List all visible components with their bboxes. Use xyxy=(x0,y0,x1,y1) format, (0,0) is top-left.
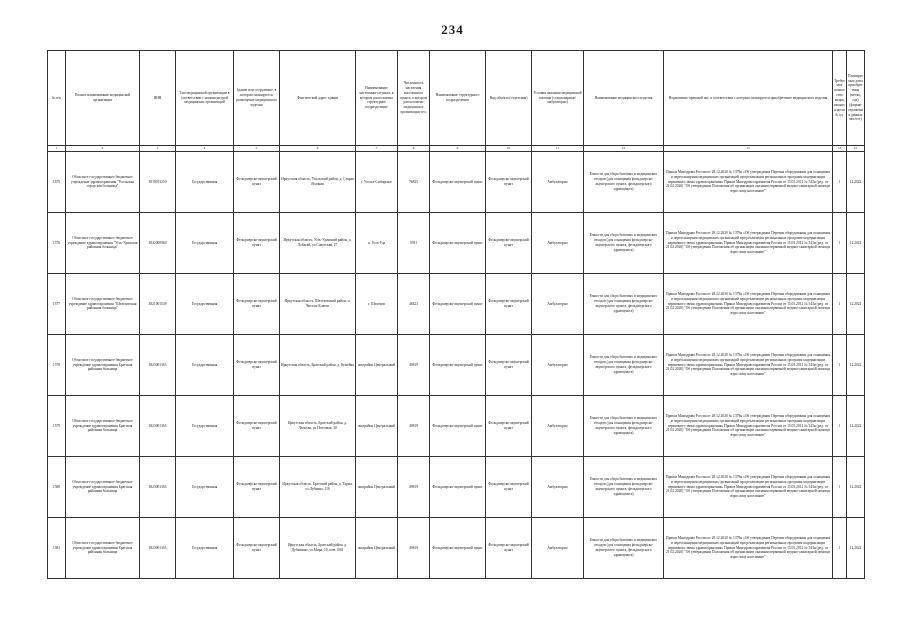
table-row xyxy=(48,518,865,579)
inn-cell: 3823001365 xyxy=(140,518,176,579)
population-cell: 49819 xyxy=(398,457,430,518)
unit-cell: Фельдшерско-акушерский пункт xyxy=(430,274,486,335)
column-number: 14 xyxy=(833,146,847,152)
locality-cell: жилрайон Центральный xyxy=(356,335,398,396)
population-cell: 49819 xyxy=(398,335,430,396)
population-cell: 49819 xyxy=(398,518,430,579)
device-cell: Емкости для сбора бытовых и медицинских отходов (для оснащения фельдшерско-акушерского пункта, фельдшерского здравпункта) xyxy=(584,335,664,396)
quantity-cell: 1 xyxy=(833,518,847,579)
row-number-cell: 1581 xyxy=(48,518,66,579)
inn-cell: 3823001365 xyxy=(140,335,176,396)
org-type-cell: Государственная xyxy=(176,457,234,518)
device-cell: Емкости для сбора бытовых и медицинских отходов (для оснащения фельдшерско-акушерского пункта, фельдшерского здравпункта) xyxy=(584,152,664,213)
table-row xyxy=(48,457,865,518)
conditions-cell: Амбулаторно xyxy=(532,335,584,396)
locality-cell: г. Усолье-Сибирское xyxy=(356,152,398,213)
building-cell: Фельдшерско-акушерский пункт xyxy=(234,213,280,274)
row-number-cell: 1578 xyxy=(48,335,66,396)
building-cell: Фельдшерско-акушерский пункт xyxy=(234,274,280,335)
column-number: 9 xyxy=(430,146,486,152)
column-number: 7 xyxy=(356,146,398,152)
device-cell: Емкости для сбора бытовых и медицинских отходов (для оснащения фельдшерско-акушерского пункта, фельдшерского здравпункта) xyxy=(584,396,664,457)
address-cell: Иркутская область, Братский район, д. Кумейка xyxy=(280,335,356,396)
column-number: 2 xyxy=(66,146,140,152)
header-cell-org: Полное наименование медицинской организации xyxy=(66,51,140,146)
building-cell: Фельдшерско-акушерский пункт xyxy=(234,152,280,213)
regulation-cell: Приказ Минздрава России от 28.12.2020 № 1379н «Об утверждении Перечня оборудования для оснащения и переоснащения медицинских организаций при реализации региональных программ модернизации первичного звена здравоохранения» Приказ Минздравсоцразвития России от 15.05.2012 № 543н (ред. от 21.02.2020) "Об утверждении Положения об организации оказания первичной медико-санитарной помощи взрослому населению" xyxy=(664,335,833,396)
unit-cell: Фельдшерско-акушерский пункт xyxy=(430,457,486,518)
org-type-cell: Государственная xyxy=(176,152,234,213)
address-cell: Иркутская область, Усть-Удинский район, д. Лобагай, ул.Советская, 27 xyxy=(280,213,356,274)
quantity-cell: 1 xyxy=(833,274,847,335)
row-number-cell: 1575 xyxy=(48,152,66,213)
inn-cell: 3842000960 xyxy=(140,213,176,274)
header-cell-address: Фактический адрес здания xyxy=(280,51,356,146)
regulation-cell: Приказ Минздрава России от 28.12.2020 № 1379н «Об утверждении Перечня оборудования для оснащения и переоснащения медицинских организаций при реализации региональных программ модернизации первичного звена здравоохранения» Приказ Минздравсоцразвития России от 15.05.2012 № 543н (ред. от 21.02.2020) "Об утверждении Положения об организации оказания первичной медико-санитарной помощи взрослому населению" xyxy=(664,457,833,518)
purchase-date-cell: 12.2022 xyxy=(847,152,865,213)
column-number: 1 xyxy=(48,146,66,152)
conditions-cell: Амбулаторно xyxy=(532,457,584,518)
table-body xyxy=(48,152,865,579)
row-number-cell: 1580 xyxy=(48,457,66,518)
quantity-cell: 1 xyxy=(833,457,847,518)
org-type-cell: Государственная xyxy=(176,274,234,335)
population-cell: 5931 xyxy=(398,213,430,274)
address-cell: Иркутская область, Шелеховский район, п. Чистые Ключи xyxy=(280,274,356,335)
column-number: 5 xyxy=(234,146,280,152)
purchase-date-cell: 12.2022 xyxy=(847,213,865,274)
organization-cell: Областное государственное бюджетное учреждение здравоохранения Братская районная больница xyxy=(66,457,140,518)
address-cell: Иркутская область, Усольский район, д. Старая Ясачная xyxy=(280,152,356,213)
unit-cell: Фельдшерско-акушерский пункт xyxy=(430,213,486,274)
unit-cell: Фельдшерско-акушерский пункт xyxy=(430,518,486,579)
organization-cell: Областное государственное бюджетное учреждение здравоохранения Братская районная больница xyxy=(66,518,140,579)
header-row xyxy=(48,51,865,146)
inn-cell: 3823001365 xyxy=(140,457,176,518)
purchase-date-cell: 12.2022 xyxy=(847,274,865,335)
quantity-cell: 1 xyxy=(833,396,847,457)
conditions-cell: Амбулаторно xyxy=(532,396,584,457)
table-row xyxy=(48,396,865,457)
org-type-cell: Государственная xyxy=(176,335,234,396)
quantity-cell: 1 xyxy=(833,152,847,213)
header-cell-date: Планируемые даты приобретения (месяц, год) (формат отражения данных мм.гггг) xyxy=(847,51,865,146)
device-cell: Емкости для сбора бытовых и медицинских отходов (для оснащения фельдшерско-акушерского пункта, фельдшерского здравпункта) xyxy=(584,518,664,579)
device-cell: Емкости для сбора бытовых и медицинских отходов (для оснащения фельдшерско-акушерского пункта, фельдшерского здравпункта) xyxy=(584,457,664,518)
table-row xyxy=(48,335,865,396)
header-cell-device: Наименование медицинского изделия xyxy=(584,51,664,146)
building-cell: Фельдшерско-акушерский пункт xyxy=(234,335,280,396)
header-cell-population: Численность населения населенного пункта, в котором расположено медицинское организации чел. xyxy=(398,51,430,146)
object-type-cell: Фельдшерско-акушерский пункт xyxy=(486,274,532,335)
header-cell-type: Тип медицинской организации в соответствии с номенклатурой медицинских организаций xyxy=(176,51,234,146)
conditions-cell: Амбулаторно xyxy=(532,213,584,274)
conditions-cell: Амбулаторно xyxy=(532,518,584,579)
unit-cell: Фельдшерско-акушерский пункт xyxy=(430,335,486,396)
locality-cell: жилрайон Центральный xyxy=(356,396,398,457)
regulation-cell: Приказ Минздрава России от 28.12.2020 № 1379н «Об утверждении Перечня оборудования для оснащения и переоснащения медицинских организаций при реализации региональных программ модернизации первичного звена здравоохранения» Приказ Минздравсоцразвития России от 15.05.2012 № 543н (ред. от 21.02.2020) "Об утверждении Положения об организации оказания первичной медико-санитарной помощи взрослому населению" xyxy=(664,396,833,457)
header-cell-qty: Требуемое количество медицинских изделий, ед. xyxy=(833,51,847,146)
column-number: 8 xyxy=(398,146,430,152)
organization-cell: Областное государственное бюджетное учреждение здравоохранения "Шелеховская районная больница" xyxy=(66,274,140,335)
building-cell: Фельдшерско-акушерский пункт xyxy=(234,518,280,579)
organization-cell: Областное государственное бюджетное учреждение здравоохранения Братская районная больница xyxy=(66,396,140,457)
inn-cell: 3823001365 xyxy=(140,396,176,457)
quantity-cell: 1 xyxy=(833,335,847,396)
regulation-cell: Приказ Минздрава России от 28.12.2020 № 1379н «Об утверждении Перечня оборудования для оснащения и переоснащения медицинских организаций при реализации региональных программ модернизации первичного звена здравоохранения» Приказ Минздравсоцразвития России от 15.05.2012 № 543н (ред. от 21.02.2020) "Об утверждении Положения об организации оказания первичной медико-санитарной помощи взрослому населению" xyxy=(664,518,833,579)
object-type-cell: Фельдшерско-акушерский пункт xyxy=(486,396,532,457)
unit-cell: Фельдшерско-акушерский пункт xyxy=(430,152,486,213)
header-cell-num: № п/п xyxy=(48,51,66,146)
locality-cell: жилрайон Центральный xyxy=(356,518,398,579)
org-type-cell: Государственная xyxy=(176,518,234,579)
inn-cell: 3821001539 xyxy=(140,274,176,335)
column-number: 4 xyxy=(176,146,234,152)
header-cell-inn: ИНН xyxy=(140,51,176,146)
object-type-cell: Фельдшерско-акушерский пункт xyxy=(486,457,532,518)
object-type-cell: Фельдшерско-акушерский пункт xyxy=(486,518,532,579)
building-cell: Фельдшерско-акушерский пункт xyxy=(234,396,280,457)
device-cell: Емкости для сбора бытовых и медицинских отходов (для оснащения фельдшерско-акушерского пункта, фельдшерского здравпункта) xyxy=(584,213,664,274)
locality-cell: п. Усть-Уда xyxy=(356,213,398,274)
organization-cell: Областное государственное бюджетное учреждение здравоохранения "Усть-Удинская районная больница" xyxy=(66,213,140,274)
table-row xyxy=(48,274,865,335)
device-cell: Емкости для сбора бытовых и медицинских отходов (для оснащения фельдшерско-акушерского пункта, фельдшерского здравпункта) xyxy=(584,274,664,335)
table-row xyxy=(48,152,865,213)
org-type-cell: Государственная xyxy=(176,396,234,457)
conditions-cell: Амбулаторно xyxy=(532,152,584,213)
table-row xyxy=(48,213,865,274)
regulation-cell: Приказ Минздрава России от 28.12.2020 № 1379н «Об утверждении Перечня оборудования для оснащения и переоснащения медицинских организаций при реализации региональных программ модернизации первичного звена здравоохранения» Приказ Минздравсоцразвития России от 15.05.2012 № 543н (ред. от 21.02.2020) "Об утверждении Положения об организации оказания первичной медико-санитарной помощи взрослому населению" xyxy=(664,152,833,213)
inn-cell: 3819013250 xyxy=(140,152,176,213)
building-cell: Фельдшерско-акушерский пункт xyxy=(234,457,280,518)
header-cell-locality: Наименование населенного пункта, в котором расположено структурное подразделение xyxy=(356,51,398,146)
header-cell-building: Здание или сооружение, в котором планируется размещение медицинского изделия xyxy=(234,51,280,146)
header-cell-regulation: Нормативно-правовой акт, в соответствии с которым планируется приобретение медицинского изделия xyxy=(664,51,833,146)
regulation-cell: Приказ Минздрава России от 28.12.2020 № 1379н «Об утверждении Перечня оборудования для оснащения и переоснащения медицинских организаций при реализации региональных программ модернизации первичного звена здравоохранения» Приказ Минздравсоцразвития России от 15.05.2012 № 543н (ред. от 21.02.2020) "Об утверждении Положения об организации оказания первичной медико-санитарной помощи взрослому населению" xyxy=(664,213,833,274)
purchase-date-cell: 12.2022 xyxy=(847,457,865,518)
address-cell: Иркутская область, Братский район, д. Дубынино, ул.Мира, 10, пом.1001 xyxy=(280,518,356,579)
organization-cell: Областное государственное бюджетное учреждение здравоохранения "Усольская городская больница" xyxy=(66,152,140,213)
unit-cell: Фельдшерско-акушерский пункт xyxy=(430,396,486,457)
column-number: 12 xyxy=(584,146,664,152)
page-number: 234 xyxy=(441,22,464,37)
header-cell-conditions: Условия оказания медицинской помощи (стационарные/амбулаторно) xyxy=(532,51,584,146)
purchase-date-cell: 12.2022 xyxy=(847,335,865,396)
address-cell: Иркутская область, Братский район, д. Леонова, ул.Почтовая, 30 xyxy=(280,396,356,457)
population-cell: 49819 xyxy=(398,396,430,457)
quantity-cell: 1 xyxy=(833,213,847,274)
population-cell: 48423 xyxy=(398,274,430,335)
object-type-cell: Фельдшерско-акушерский пункт xyxy=(486,213,532,274)
org-type-cell: Государственная xyxy=(176,213,234,274)
row-number-cell: 1577 xyxy=(48,274,66,335)
locality-cell: г. Шелехов xyxy=(356,274,398,335)
purchase-date-cell: 12.2022 xyxy=(847,518,865,579)
equipment-register-table xyxy=(47,50,865,579)
organization-cell: Областное государственное бюджетное учреждение здравоохранения Братская районная больница xyxy=(66,335,140,396)
population-cell: 76825 xyxy=(398,152,430,213)
column-number: 15 xyxy=(847,146,865,152)
conditions-cell: Амбулаторно xyxy=(532,274,584,335)
header-cell-object: Вид объекта (отделения) xyxy=(486,51,532,146)
row-number-cell: 1576 xyxy=(48,213,66,274)
column-number: 3 xyxy=(140,146,176,152)
regulation-cell: Приказ Минздрава России от 28.12.2020 № 1379н «Об утверждении Перечня оборудования для оснащения и переоснащения медицинских организаций при реализации региональных программ модернизации первичного звена здравоохранения» Приказ Минздравсоцразвития России от 15.05.2012 № 543н (ред. от 21.02.2020) "Об утверждении Положения об организации оказания первичной медико-санитарной помощи взрослому населению" xyxy=(664,274,833,335)
locality-cell: жилрайон Центральный xyxy=(356,457,398,518)
column-number: 13 xyxy=(664,146,833,152)
purchase-date-cell: 12.2022 xyxy=(847,396,865,457)
header-cell-unit: Наименование структурного подразделения xyxy=(430,51,486,146)
column-number: 10 xyxy=(486,146,532,152)
address-cell: Иркутская область, Братский район, д. Тарма, ул.Лубкина, 116 xyxy=(280,457,356,518)
column-number: 11 xyxy=(532,146,584,152)
column-number: 6 xyxy=(280,146,356,152)
object-type-cell: Фельдшерско-акушерский пункт xyxy=(486,152,532,213)
row-number-cell: 1579 xyxy=(48,396,66,457)
object-type-cell: Фельдшерско-акушерский пункт xyxy=(486,335,532,396)
